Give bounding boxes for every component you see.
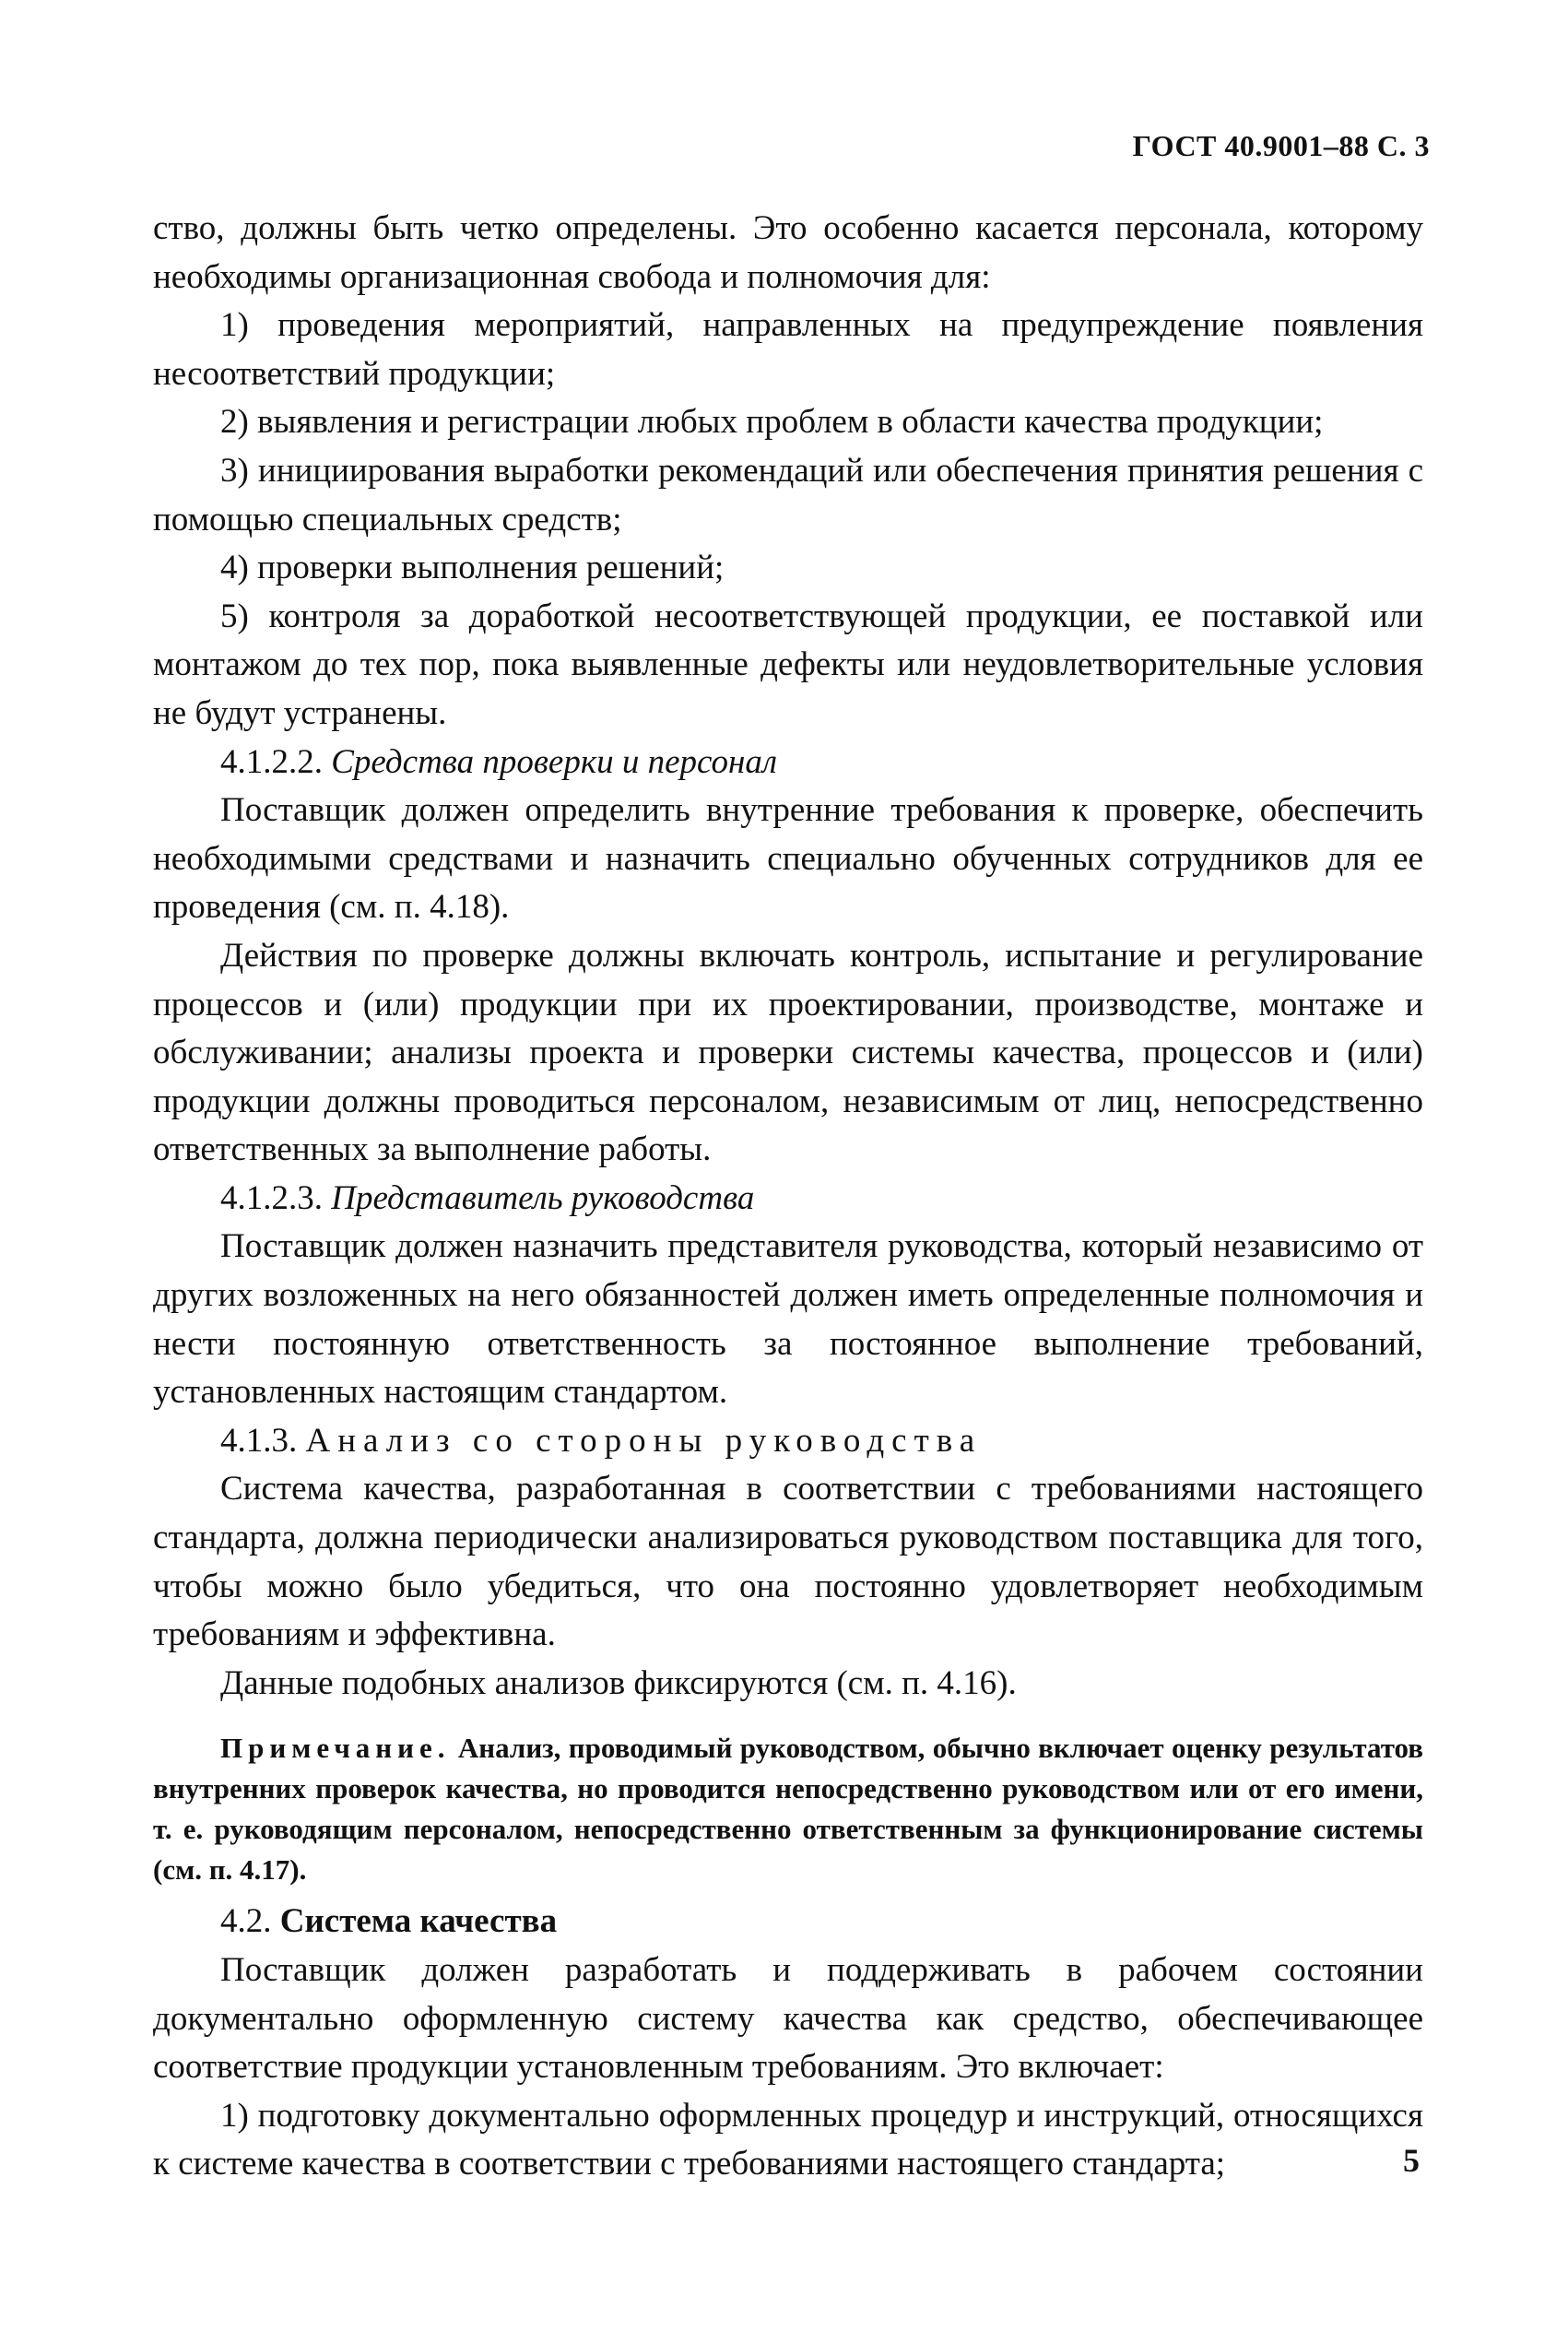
section-title: Представитель руководства — [331, 1178, 755, 1217]
section-number: 4.1.2.2. — [220, 742, 323, 781]
list-item: 3) инициирования выработки рекомендаций или обеспечения принятия решения с помощью специальных средств; — [153, 451, 1423, 538]
section-title: Анализ со стороны руководства — [305, 1421, 983, 1460]
paragraph: ство, должны быть четко определены. Это особенно касается персонала, которому необходимы организационная свобода и полномочия для: — [153, 209, 1423, 296]
section-number: 4.1.3. — [220, 1421, 298, 1460]
list-item: 1) проведения мероприятий, направленных на предупреждение появления несоответствий продукции; — [153, 306, 1423, 393]
section-heading-4-2 — [153, 1898, 1423, 1946]
section-number: 4.1.2.3. — [220, 1178, 323, 1217]
page-number: 5 — [1403, 2142, 1420, 2179]
list-item: 2) выявления и регистрации любых проблем в области качества продукции; — [220, 403, 1324, 442]
section-heading-4-1-2-3 — [153, 1175, 1423, 1224]
list-item: 4) проверки выполнения решений; — [220, 549, 725, 587]
note-text: Анализ, проводимый руководством, обычно включает оценку результатов внутренних проверок качества, но проводится непосредственно руководством или от его имени, т. е. руководящим персоналом, непосредственно ответственным за функционирование системы (см. п. 4.17). — [153, 1732, 1423, 1887]
list-item: 1) подготовку документально оформленных процедур и инструкций, относящихся к системе качества в соответствии с требованиями настоящего стандарта; — [153, 2096, 1423, 2183]
paragraph: Действия по проверке должны включать контроль, испытание и регулирование процессов и (или) продукции при их проектировании, производстве, монтаже и обслуживании; анализы проекта и проверки системы качества, процессов и (или) продукции должны проводиться персоналом, независимым от лиц, непосредственно ответственных за выполнение работы. — [153, 936, 1423, 1169]
page-header: ГОСТ 40.9001–88 С. 3 — [1132, 129, 1430, 162]
paragraph: Система качества, разработанная в соответствии с требованиями настоящего стандарта, должна периодически анализироваться руководством поставщика для того, чтобы можно было убедиться, что она постоянно удовлетворяет необходимым требованиям и эффективна. — [153, 1470, 1423, 1654]
section-title: Средства проверки и персонал — [331, 742, 778, 781]
section-number: 4.2. — [220, 1902, 272, 1941]
paragraph: Поставщик должен разработать и поддерживать в рабочем состоянии документально оформленную систему качества как средство, обеспечивающее соответствие продукции установленным требованиям. Это включает: — [153, 1951, 1423, 2087]
paragraph: Поставщик должен назначить представителя руководства, который независимо от других возложенных на него обязанностей должен иметь определенные полномочия и нести постоянную ответственность за постоянное выполнение требований, установленных настоящим стандартом. — [153, 1227, 1423, 1412]
section-title: Система качества — [279, 1902, 558, 1941]
note-label: Примечание. — [220, 1732, 451, 1765]
paragraph: Данные подобных анализов фиксируются (см. п. 4.16). — [220, 1663, 1017, 1702]
section-heading-4-1-2-2 — [153, 739, 1423, 787]
paragraph: Поставщик должен определить внутренние требования к проверке, обеспечить необходимыми средствами и назначить специально обученных сотрудников для ее проведения (см. п. 4.18). — [153, 791, 1423, 927]
section-heading-4-1-3 — [153, 1417, 1423, 1466]
document-body — [153, 205, 1423, 2189]
note — [153, 1728, 1423, 1890]
list-item: 5) контроля за доработкой несоответствующей продукции, ее поставкой или монтажом до тех пор, пока выявленные дефекты или неудовлетворительные условия не будут устранены. — [153, 597, 1423, 732]
